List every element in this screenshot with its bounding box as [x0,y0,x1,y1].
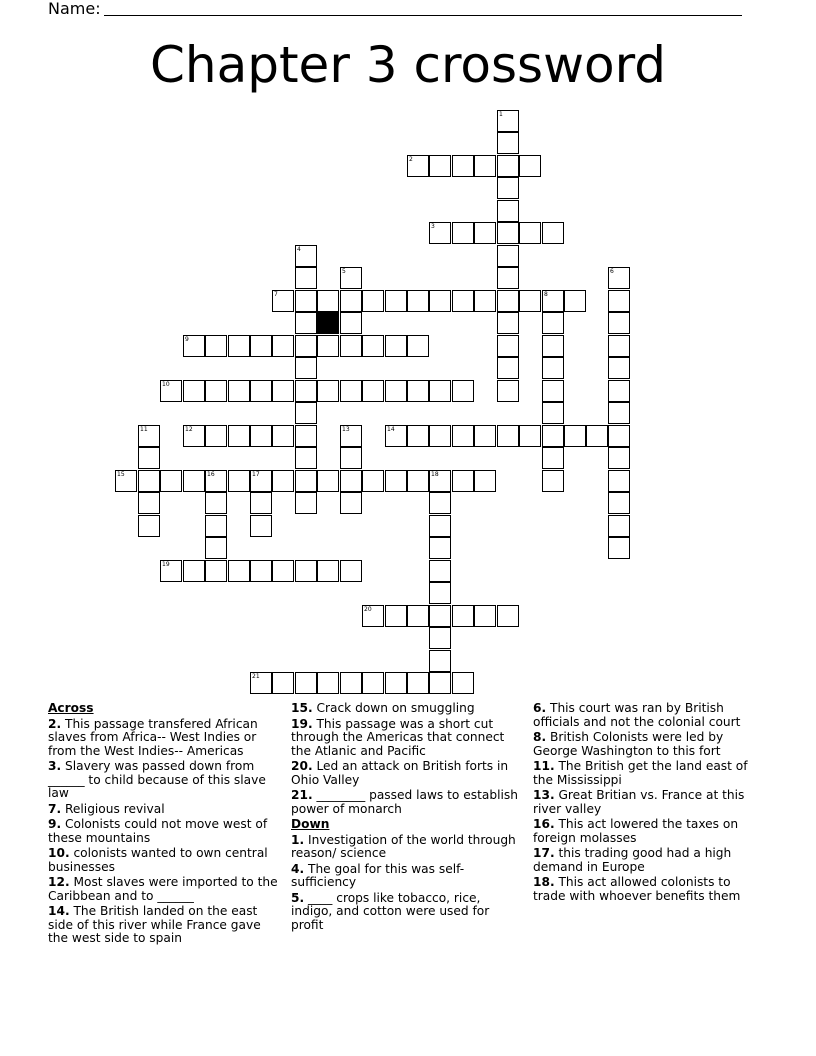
crossword-cell[interactable] [407,672,429,694]
crossword-cell[interactable] [497,312,519,334]
crossword-cell[interactable] [205,492,227,514]
crossword-cell[interactable] [205,380,227,402]
clue-number-label: 6. [533,701,547,715]
clue-text: Slavery was passed down from ______ to child because of this slave law [48,759,266,800]
clue-number-label: 7. [48,801,62,816]
crossword-cell[interactable] [608,402,630,424]
crossword-cell[interactable] [362,290,384,312]
clue-number: 20 [364,606,372,613]
clue [533,876,765,903]
clue-text: Great Britian vs. France at this river valley [533,788,745,816]
clue [291,760,523,787]
crossword-cell[interactable] [160,380,182,402]
clue-text: The British landed on the east side of this river while France gave the west side to spain [48,904,261,945]
clue-number: 9 [185,336,189,343]
crossword-cell[interactable] [608,515,630,537]
crossword-cell[interactable] [497,177,519,199]
crossword-cell[interactable] [497,425,519,447]
clue-text: This passage was a short cut through the Americas that connect the Atlanic and Pacific [291,716,505,758]
crossword-cell[interactable] [474,290,496,312]
crossword-cell[interactable] [250,560,272,582]
crossword-cell[interactable] [160,470,182,492]
crossword-cell[interactable] [608,290,630,312]
clue-section-heading: Down [291,817,330,831]
crossword-cell[interactable] [205,425,227,447]
crossword-cell[interactable] [183,380,205,402]
clue-number: 15 [117,471,125,478]
crossword-cell[interactable] [205,537,227,559]
crossword-cell[interactable] [340,492,362,514]
clue-number: 8 [544,291,548,298]
clue-number-label: 4. [291,861,305,876]
clue-number: 4 [297,246,301,253]
page-title: Chapter 3 crossword [149,36,667,94]
crossword-cell[interactable] [295,245,317,267]
clue-text: ________ passed laws to establish power of monarch [291,788,518,816]
clue [533,760,765,787]
crossword-cell[interactable] [608,357,630,379]
clue-text: Religious revival [61,801,165,816]
crossword-cell[interactable] [295,312,317,334]
crossword-cell[interactable] [542,425,564,447]
clue [291,702,523,716]
crossword-cell[interactable] [608,335,630,357]
crossword-cell[interactable] [272,470,294,492]
crossword-cell[interactable] [340,425,362,447]
crossword-cell[interactable] [519,290,541,312]
crossword-cell[interactable] [429,650,451,672]
clue-number-label: 9. [48,817,62,831]
clue-number-label: 21. [291,788,313,802]
crossword-cell[interactable] [250,470,272,492]
crossword-cell[interactable] [205,560,227,582]
crossword-cell[interactable] [295,560,317,582]
crossword-cell[interactable] [497,605,519,627]
crossword-cell[interactable] [608,492,630,514]
crossword-cell[interactable] [340,290,362,312]
crossword-cell[interactable] [385,380,407,402]
clue-text: This court was ran by British officials and not the colonial court [533,701,741,729]
name-label: Name: [48,0,101,18]
clues-column-2 [291,702,523,934]
clue [48,818,280,845]
crossword-cell[interactable] [429,380,451,402]
crossword-cell[interactable] [295,470,317,492]
crossword-cell[interactable] [115,470,137,492]
crossword-cell[interactable] [362,335,384,357]
crossword-cell[interactable] [183,425,205,447]
crossword-cell[interactable] [608,537,630,559]
clue-number: 12 [185,426,193,433]
crossword-cell[interactable] [272,560,294,582]
crossword-cell[interactable] [160,560,182,582]
clue-text: this trading good had a high demand in Europe [533,846,732,874]
clue-number-label: 10. [48,846,70,860]
crossword-cell[interactable] [474,605,496,627]
clue [48,876,280,903]
clue [533,702,765,729]
crossword-cell[interactable] [452,380,474,402]
clue [48,718,280,759]
crossword-cell[interactable] [429,560,451,582]
crossword-cell[interactable] [452,425,474,447]
crossword-cell[interactable] [519,425,541,447]
clue-number: 14 [387,426,395,433]
crossword-cell[interactable] [497,290,519,312]
clue-number-label: 1. [291,832,305,847]
crossword-cell[interactable] [272,335,294,357]
crossword-cell[interactable] [183,470,205,492]
crossword-cell[interactable] [564,290,586,312]
crossword-cell[interactable] [407,470,429,492]
crossword-cell[interactable] [250,335,272,357]
crossword-cell[interactable] [295,447,317,469]
crossword-cell[interactable] [407,155,429,177]
clue-text: ____ crops like tobacco, rice, indigo, and cotton were used for profit [291,890,490,932]
crossword-cell[interactable] [385,470,407,492]
crossword-cell[interactable] [228,335,250,357]
clue-text: This passage transfered African slaves from Africa-- West Indies or from the West Indies-- Americas [48,716,258,758]
clue-number-label: 18. [533,875,555,889]
clue-number-label: 3. [48,759,62,773]
crossword-cell[interactable] [138,515,160,537]
crossword-cell[interactable] [250,380,272,402]
clue-number: 7 [274,291,278,298]
clue [48,905,280,946]
clue [291,892,523,933]
crossword-cell[interactable] [295,492,317,514]
crossword-cell[interactable] [429,582,451,604]
crossword-cell[interactable] [340,380,362,402]
crossword-cell[interactable] [497,132,519,154]
crossword-cell[interactable] [362,380,384,402]
crossword-cell[interactable] [608,447,630,469]
crossword-cell[interactable] [340,672,362,694]
clue-number: 3 [431,223,435,230]
crossword-cell[interactable] [519,155,541,177]
crossword-cell[interactable] [429,290,451,312]
crossword-cell[interactable] [385,335,407,357]
clue-text: This act lowered the taxes on foreign molasses [533,817,739,845]
clue-number: 5 [342,268,346,275]
clue [533,847,765,874]
crossword-cell[interactable] [429,605,451,627]
clue-number-label: 11. [533,759,555,773]
crossword-cell[interactable] [474,222,496,244]
crossword-cell[interactable] [452,222,474,244]
crossword-cell[interactable] [608,425,630,447]
clue-number-label: 20. [291,759,313,773]
crossword-cell[interactable] [295,357,317,379]
crossword-cell[interactable] [429,492,451,514]
clue-text: This act allowed colonists to trade with whoever benefits them [533,875,741,903]
crossword-cell[interactable] [608,267,630,289]
crossword-cell[interactable] [138,492,160,514]
crossword-cell[interactable] [228,560,250,582]
clue [48,760,280,801]
crossword-cell[interactable] [429,155,451,177]
crossword-cell[interactable] [385,605,407,627]
crossword-cell[interactable] [586,425,608,447]
crossword-cell[interactable] [542,222,564,244]
clue-number: 16 [207,471,215,478]
crossword-cell[interactable] [340,470,362,492]
clue-text: Led an attack on British forts in Ohio Valley [291,759,509,787]
clue-text: Colonists could not move west of these mountains [48,817,268,845]
crossword-cell[interactable] [295,402,317,424]
crossword-cell[interactable] [474,155,496,177]
crossword-cell[interactable] [542,447,564,469]
clue-text: British Colonists were led by George Washington to this fort [533,730,724,758]
clue-number-label: 12. [48,875,70,889]
crossword-cell[interactable] [452,470,474,492]
crossword-cell[interactable] [340,447,362,469]
crossword-cell[interactable] [317,560,339,582]
crossword-cell[interactable] [295,425,317,447]
crossword-cell[interactable] [385,672,407,694]
crossword-cell[interactable] [497,155,519,177]
clue-number: 2 [409,156,413,163]
crossword-cell[interactable] [228,470,250,492]
crossword-cell[interactable] [429,222,451,244]
clue [48,847,280,874]
crossword-cell[interactable] [228,380,250,402]
crossword-cell[interactable] [497,222,519,244]
crossword-cell[interactable] [272,425,294,447]
crossword-cell[interactable] [340,560,362,582]
crossword-cell[interactable] [452,155,474,177]
crossword-cell[interactable] [272,290,294,312]
crossword-cell[interactable] [474,425,496,447]
crossword-cell[interactable] [497,200,519,222]
crossword-cell[interactable] [362,672,384,694]
clue-text: Investigation of the world through reason/ science [291,832,516,860]
clue-text: The goal for this was self-sufficiency [291,861,465,889]
crossword-cell[interactable] [205,470,227,492]
clue-number-label: 14. [48,904,70,918]
crossword-cell[interactable] [429,627,451,649]
crossword-cell[interactable] [385,290,407,312]
clue-number-label: 16. [533,817,555,831]
clue [533,789,765,816]
crossword-cell[interactable] [340,312,362,334]
crossword-cell[interactable] [340,335,362,357]
crossword-cell[interactable] [317,672,339,694]
clue-number: 10 [162,381,170,388]
crossword-cell[interactable] [183,560,205,582]
black-square [317,312,339,334]
crossword-cell[interactable] [542,335,564,357]
clue-number-label: 15. [291,701,313,715]
clue [291,718,523,759]
clue [533,818,765,845]
crossword-cell[interactable] [272,672,294,694]
crossword-cell[interactable] [250,515,272,537]
crossword-cell[interactable] [295,290,317,312]
crossword-cell[interactable] [385,425,407,447]
clue-number: 17 [252,471,260,478]
crossword-cell[interactable] [429,470,451,492]
crossword-cell[interactable] [272,380,294,402]
crossword-cell[interactable] [542,380,564,402]
clue-number: 6 [610,268,614,275]
crossword-cell[interactable] [340,267,362,289]
clue-number-label: 8. [533,730,547,744]
crossword-cell[interactable] [608,470,630,492]
crossword-cell[interactable] [407,605,429,627]
crossword-cell[interactable] [295,380,317,402]
crossword-cell[interactable] [452,605,474,627]
clue-number: 11 [140,426,148,433]
crossword-cell[interactable] [250,672,272,694]
crossword-cell[interactable] [497,380,519,402]
crossword-cell[interactable] [317,380,339,402]
crossword-cell[interactable] [205,335,227,357]
crossword-cell[interactable] [519,222,541,244]
crossword-cell[interactable] [497,110,519,132]
crossword-cell[interactable] [608,312,630,334]
crossword-cell[interactable] [407,290,429,312]
clue-number-label: 2. [48,716,62,731]
clue-number-label: 13. [533,788,555,802]
crossword-cell[interactable] [608,380,630,402]
crossword-cell[interactable] [362,470,384,492]
crossword-cell[interactable] [497,357,519,379]
crossword-cell[interactable] [542,357,564,379]
crossword-cell[interactable] [407,425,429,447]
clue-number: 21 [252,673,260,680]
crossword-cell[interactable] [429,425,451,447]
clue [291,863,523,890]
crossword-cell[interactable] [429,515,451,537]
crossword-cell[interactable] [317,335,339,357]
clue-text: The British get the land east of the Mississippi [533,759,748,787]
clue-text: Most slaves were imported to the Caribbean and to ______ [48,875,278,903]
clue-text: Crack down on smuggling [312,701,475,715]
clue [533,731,765,758]
crossword-cell[interactable] [474,470,496,492]
clue-number-label: 17. [533,846,555,860]
clue-text: colonists wanted to own central businesses [48,846,268,874]
crossword-cell[interactable] [295,335,317,357]
crossword-cell[interactable] [295,267,317,289]
crossword-cell[interactable] [138,425,160,447]
crossword-cell[interactable] [362,605,384,627]
crossword-cell[interactable] [183,335,205,357]
clue-number: 18 [431,471,439,478]
crossword-cell[interactable] [407,335,429,357]
crossword-cell[interactable] [542,290,564,312]
crossword-cell[interactable] [407,380,429,402]
clues-column-3 [533,702,765,905]
crossword-cell[interactable] [317,290,339,312]
crossword-cell[interactable] [228,425,250,447]
crossword-cell[interactable] [429,537,451,559]
clue [291,789,523,816]
clue-number: 19 [162,561,170,568]
crossword-cell[interactable] [497,267,519,289]
crossword-cell[interactable] [542,402,564,424]
crossword-cell[interactable] [250,425,272,447]
crossword-cell[interactable] [138,447,160,469]
clue-number-label: 5. [291,890,305,905]
clue [48,803,280,817]
crossword-cell[interactable] [452,290,474,312]
crossword-cell[interactable] [295,672,317,694]
clue-number: 13 [342,426,350,433]
crossword-cell[interactable] [205,515,227,537]
crossword-cell[interactable] [250,492,272,514]
crossword-cell[interactable] [317,470,339,492]
clue-number-label: 19. [291,716,313,731]
crossword-cell[interactable] [542,312,564,334]
clue-section-heading: Across [48,701,94,715]
crossword-cell[interactable] [497,335,519,357]
clue-number: 1 [499,111,503,118]
crossword-cell[interactable] [497,245,519,267]
clues-column-1 [48,702,280,948]
crossword-cell[interactable] [564,425,586,447]
crossword-cell[interactable] [138,470,160,492]
crossword-cell[interactable] [429,672,451,694]
crossword-cell[interactable] [542,470,564,492]
clue [291,834,523,861]
crossword-cell[interactable] [452,672,474,694]
